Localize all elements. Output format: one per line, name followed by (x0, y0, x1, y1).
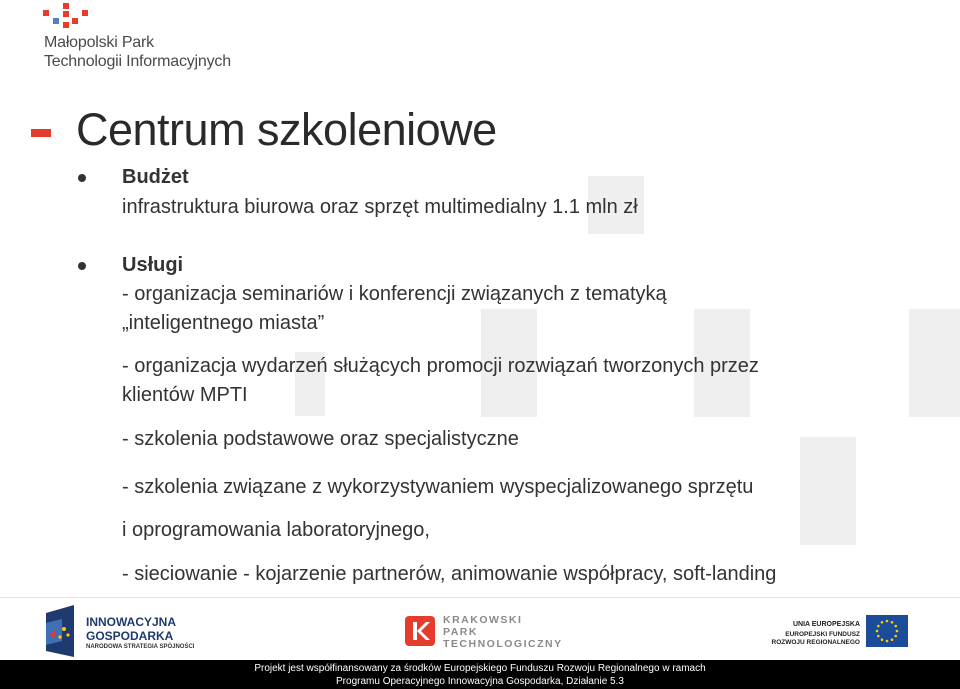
background-decoration (909, 309, 960, 417)
services-heading: Usługi (122, 254, 184, 276)
background-decoration (800, 437, 856, 545)
eu-logo-line1: UNIA EUROPEJSKA (792, 621, 860, 628)
bullet-budget (78, 174, 86, 182)
service-item-3: - szkolenia podstawowe oraz specjalistyczne (122, 428, 519, 450)
service-item-2-line2: klientów MPTI (122, 384, 248, 406)
eu-logo-line2: EUROPEJSKI FUNDUSZ (785, 631, 860, 638)
title-accent-dash (31, 129, 51, 137)
eu-logo-line3: ROZWOJU REGIONALNEGO (771, 639, 860, 646)
ig-logo-line1: INNOWACYJNA (86, 615, 177, 629)
service-item-1-line2: „inteligentnego miasta” (122, 312, 325, 334)
service-item-4-line1: - szkolenia związane z wykorzystywaniem wyspecjalizowanego sprzętu (122, 476, 754, 498)
bullet-services (78, 262, 86, 270)
service-item-4-line2: i oprogramowania laboratoryjnego, (122, 519, 430, 541)
kpt-logo-line3: TECHNOLOGICZNY (443, 638, 563, 650)
slide-title: Centrum szkoleniowe (76, 104, 497, 155)
kpt-logo-line1: KRAKOWSKI (443, 614, 523, 626)
kpt-logo-line2: PARK (443, 626, 478, 638)
mpti-logo (42, 2, 242, 72)
footer-divider (0, 597, 960, 598)
service-item-1-line1: - organizacja seminariów i konferencji związanych z tematyką (122, 283, 667, 305)
kpt-k-icon (405, 616, 435, 646)
service-item-5: - sieciowanie - kojarzenie partnerów, animowanie współpracy, soft-landing (122, 563, 777, 585)
budget-line: infrastruktura biurowa oraz sprzęt multimedialny 1.1 mln zł (122, 196, 638, 218)
mpti-logo-text-line1: Małopolski Park (44, 34, 154, 51)
funding-notice-bar (0, 660, 960, 689)
ig-flag-icon (44, 605, 78, 657)
mpti-logo-mark (42, 2, 94, 32)
eu-logo (770, 612, 910, 652)
krakowski-park-technologiczny-logo (405, 610, 585, 654)
funding-notice-line2: Programu Operacyjnego Innowacyjna Gospodarka, Działanie 5.3 (336, 676, 624, 687)
mpti-logo-text-line2: Technologii Informacyjnych (44, 53, 231, 70)
service-item-2-line1: - organizacja wydarzeń służących promocji rozwiązań tworzonych przez (122, 355, 759, 377)
ig-logo-line2: GOSPODARKA (86, 629, 174, 643)
ig-logo-line3: NARODOWA STRATEGIA SPÓJNOŚCI (86, 644, 195, 650)
budget-heading: Budżet (122, 166, 189, 188)
innowacyjna-gospodarka-logo (44, 605, 214, 657)
funding-notice-line1: Projekt jest współfinansowany za środków Europejskiego Funduszu Rozwoju Regionalnego w ramach (254, 663, 706, 674)
eu-flag-icon (866, 615, 908, 647)
